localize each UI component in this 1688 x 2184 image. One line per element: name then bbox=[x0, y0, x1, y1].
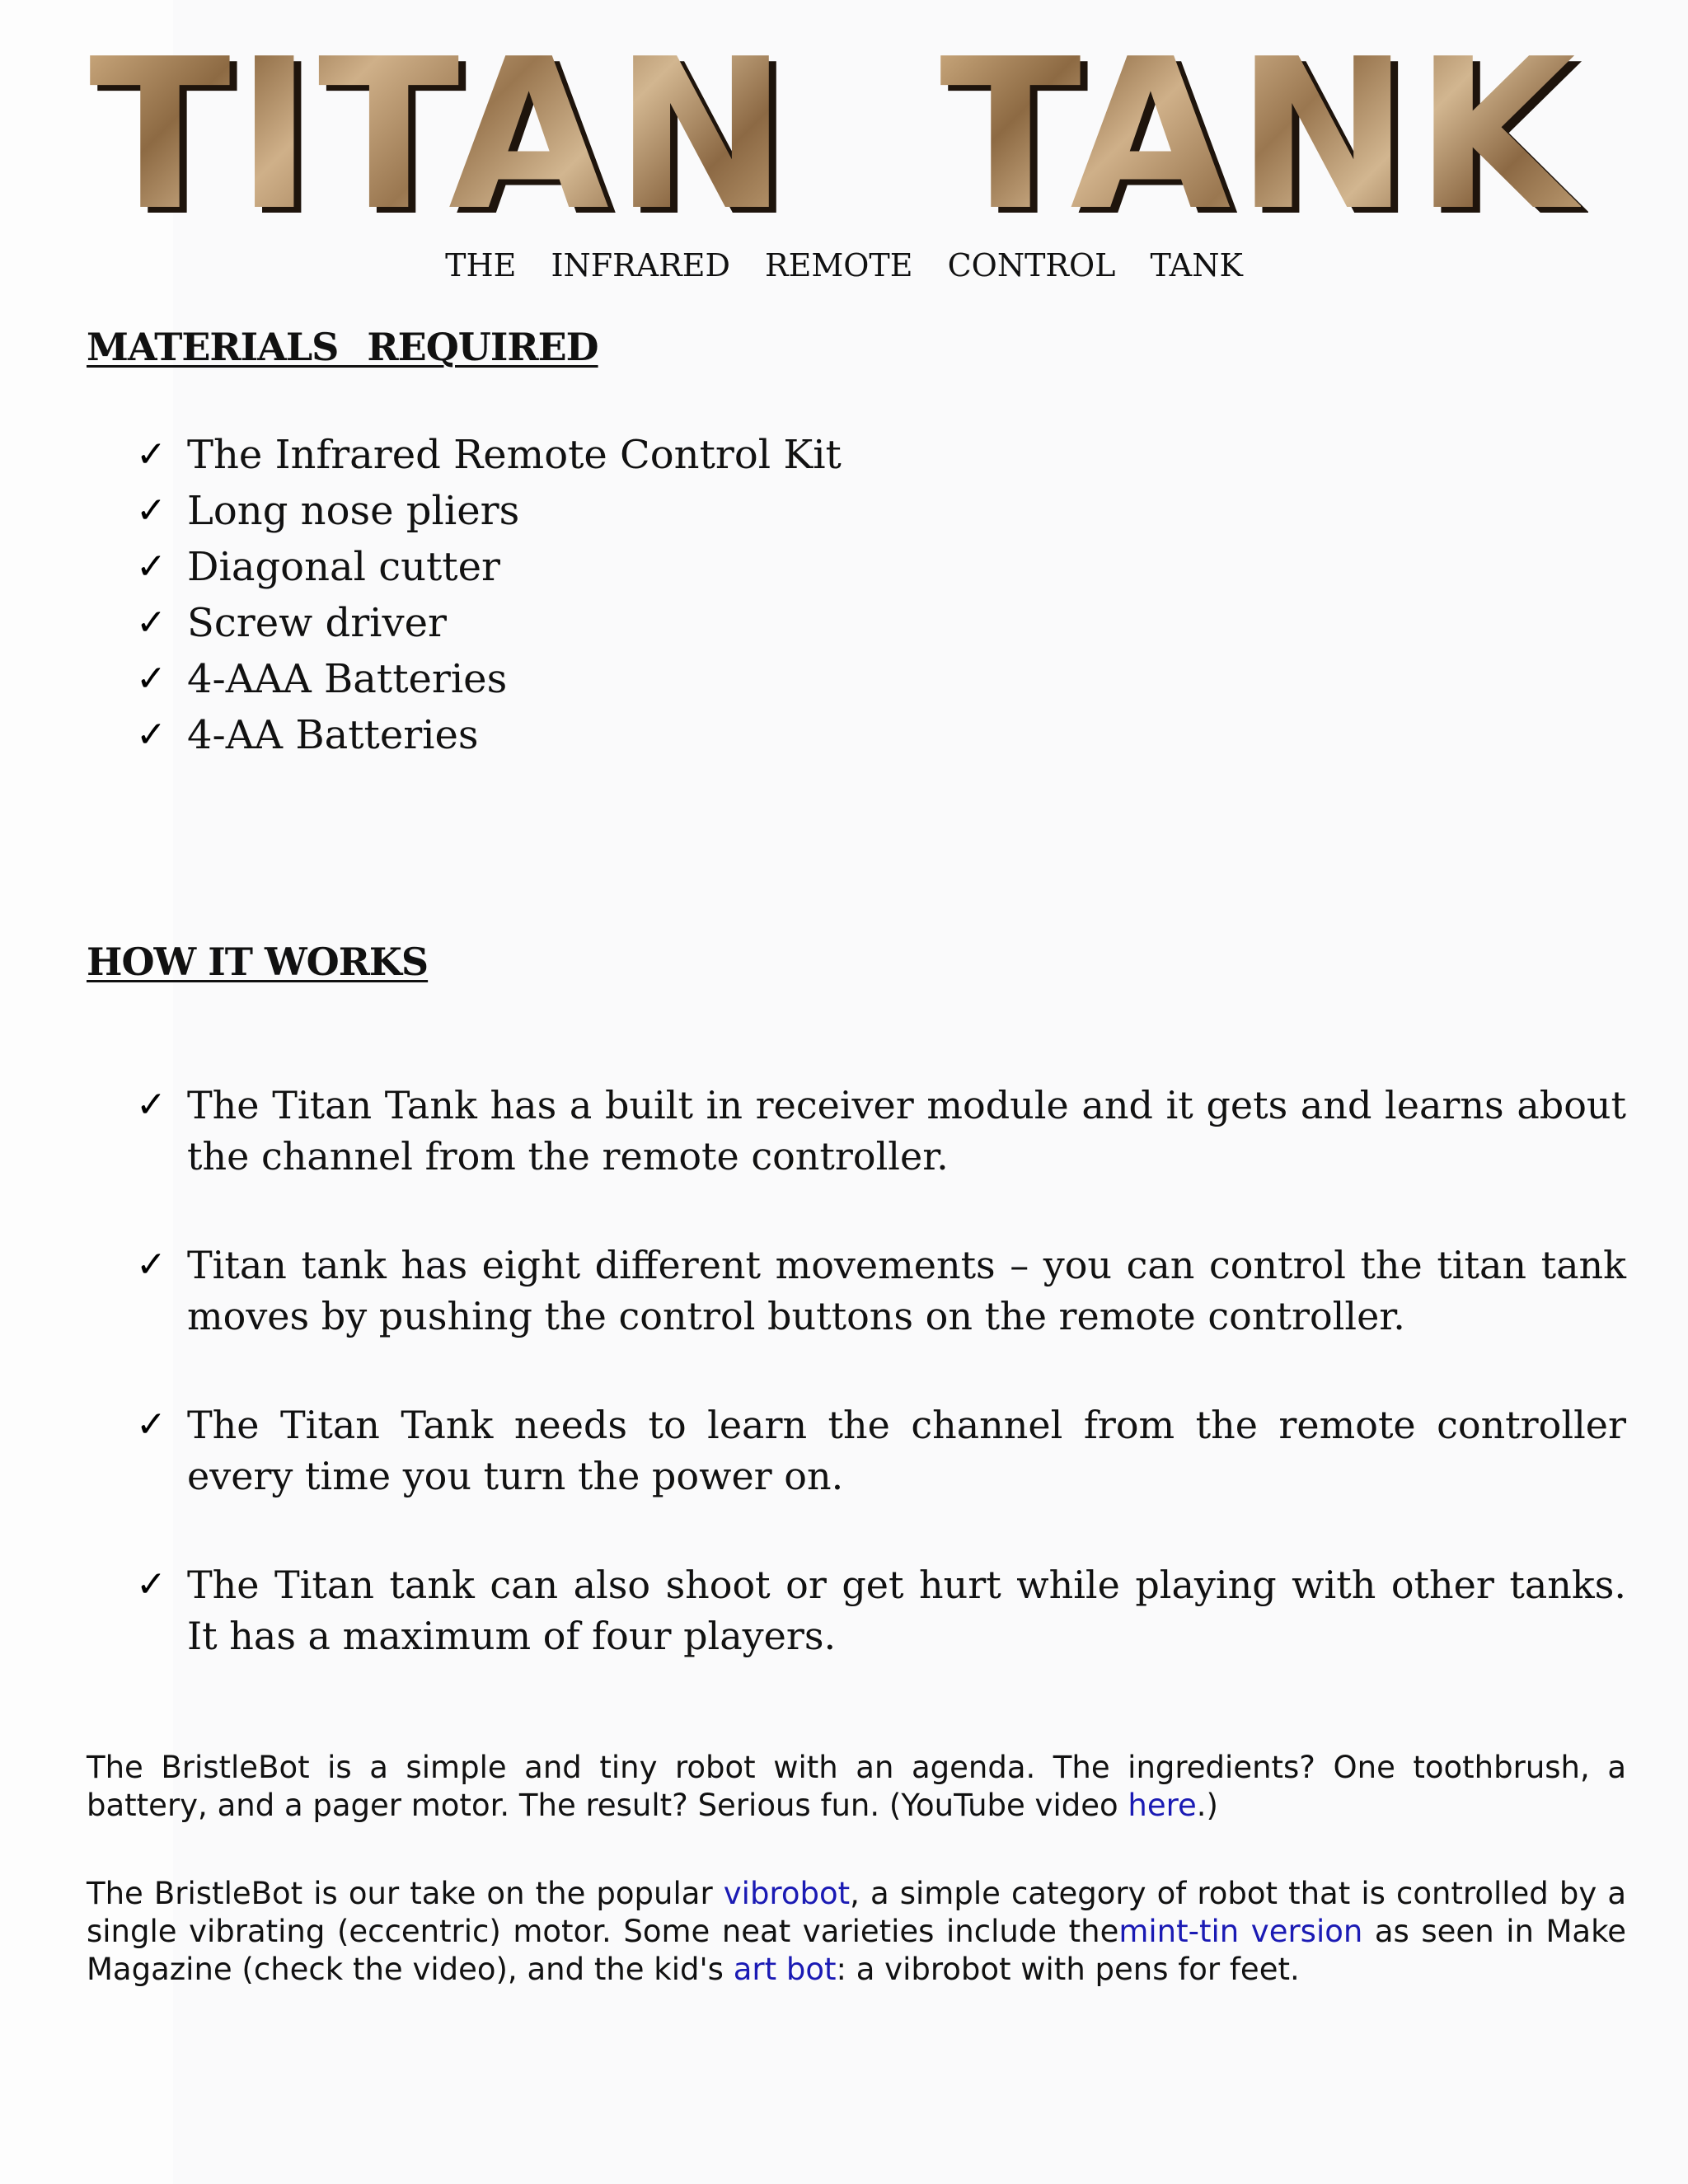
how-text: The Titan tank can also shoot or get hurt while playing with other tanks. It has a maximum of four players. bbox=[187, 1563, 1626, 1658]
list-item bbox=[136, 427, 842, 483]
checkmark-icon: ✓ bbox=[136, 546, 166, 588]
subtitle: THE INFRARED REMOTE CONTROL TANK bbox=[445, 247, 1243, 284]
materials-heading: MATERIALS REQUIRED bbox=[87, 325, 598, 369]
how-text: The Titan Tank has a built in receiver module and it gets and learns about the channel from the remote controller. bbox=[187, 1083, 1626, 1179]
paragraph-text: The BristleBot is our take on the popular bbox=[87, 1876, 724, 1911]
list-item bbox=[136, 1559, 1626, 1719]
title-word-tank: TANK bbox=[940, 15, 1581, 256]
list-item bbox=[136, 1080, 1626, 1240]
checkmark-icon: ✓ bbox=[136, 1244, 166, 1286]
paragraph-text: : a vibrobot with pens for feet. bbox=[836, 1952, 1300, 1987]
how-it-works-list bbox=[136, 1080, 1626, 1719]
checkmark-icon: ✓ bbox=[136, 434, 166, 476]
material-text: 4-AA Batteries bbox=[187, 712, 479, 758]
how-text: Titan tank has eight different movements – you can control the titan tank moves by pushing the control buttons on the remote controller. bbox=[187, 1243, 1626, 1338]
list-item bbox=[136, 707, 842, 763]
material-text: Long nose pliers bbox=[187, 488, 520, 534]
paragraph-text: The BristleBot is a simple and tiny robot with an agenda. The ingredients? One toothbrush, a battery, and a pager motor. The result? Serious fun. (YouTube video bbox=[87, 1750, 1626, 1823]
how-text: The Titan Tank needs to learn the channel from the remote controller every time you turn the power on. bbox=[187, 1403, 1626, 1498]
checkmark-icon: ✓ bbox=[136, 1404, 166, 1446]
list-item bbox=[136, 539, 842, 595]
checkmark-icon: ✓ bbox=[136, 1084, 166, 1126]
youtube-video-link[interactable]: here bbox=[1128, 1788, 1197, 1823]
bristlebot-paragraph-1 bbox=[87, 1749, 1626, 1825]
material-text: The Infrared Remote Control Kit bbox=[187, 432, 842, 478]
paragraph-text: .) bbox=[1196, 1788, 1218, 1823]
materials-list bbox=[136, 427, 842, 763]
list-item bbox=[136, 1399, 1626, 1559]
checkmark-icon: ✓ bbox=[136, 658, 166, 700]
art-bot-link[interactable]: art bot bbox=[733, 1952, 837, 1987]
material-text: Diagonal cutter bbox=[187, 544, 500, 590]
material-text: Screw driver bbox=[187, 600, 447, 646]
paragraph-text: as seen in Make Magazine (check the video), and the kid's bbox=[87, 1914, 1626, 1987]
vibrobot-link[interactable]: vibrobot bbox=[723, 1876, 851, 1911]
bristlebot-paragraph-2 bbox=[87, 1875, 1626, 1989]
list-item bbox=[136, 483, 842, 539]
list-item bbox=[136, 595, 842, 651]
paragraph-text: , a simple category of robot that is controlled by a single vibrating (eccentric) motor. Some neat varieties include the bbox=[87, 1876, 1627, 1949]
material-text: 4-AAA Batteries bbox=[187, 656, 508, 702]
mint-tin-version-link[interactable]: mint-tin version bbox=[1118, 1914, 1363, 1949]
checkmark-icon: ✓ bbox=[136, 1563, 166, 1605]
checkmark-icon: ✓ bbox=[136, 490, 166, 532]
list-item bbox=[136, 1240, 1626, 1399]
title-word-titan: TITAN bbox=[89, 15, 793, 256]
list-item bbox=[136, 651, 842, 707]
how-it-works-heading: HOW IT WORKS bbox=[87, 940, 429, 984]
checkmark-icon: ✓ bbox=[136, 714, 166, 756]
checkmark-icon: ✓ bbox=[136, 602, 166, 644]
